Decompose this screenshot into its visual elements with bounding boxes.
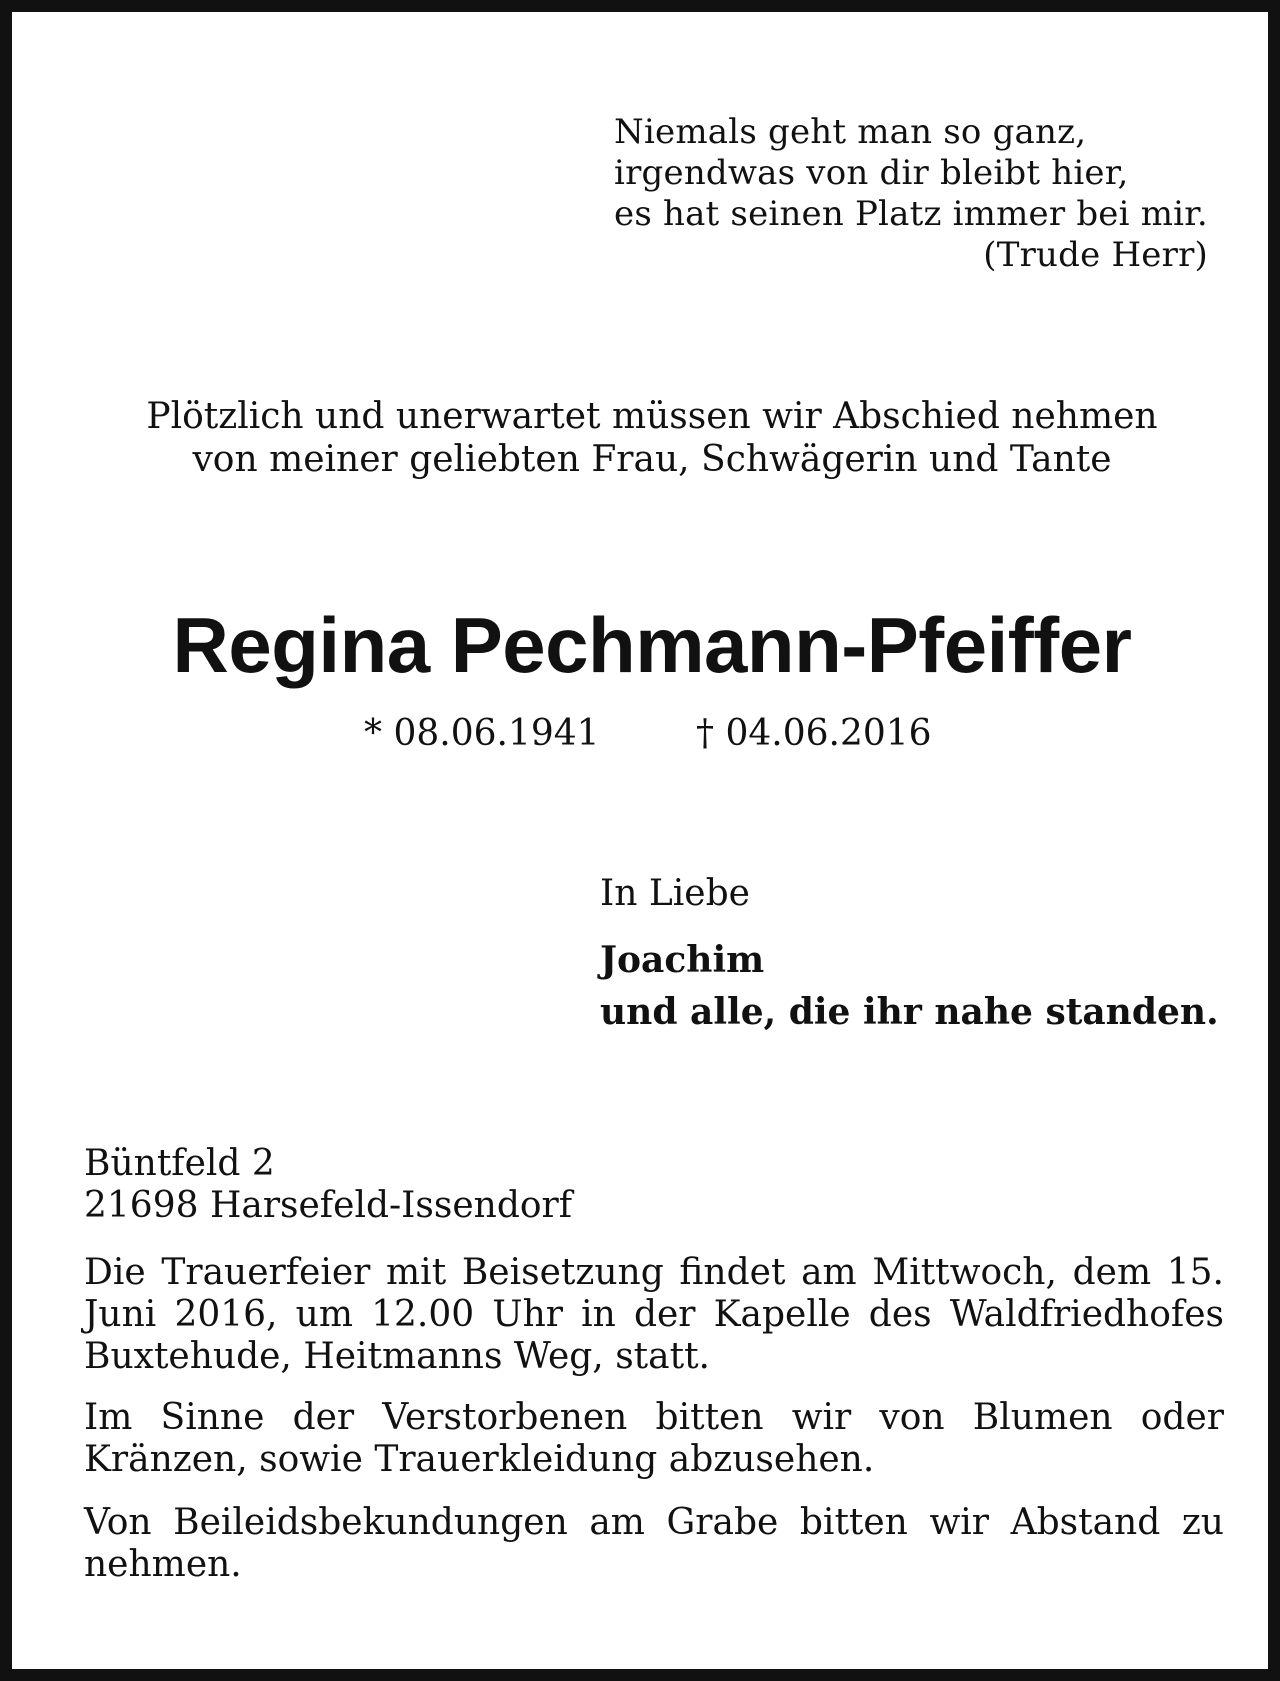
poem-line-3: es hat seinen Platz immer bei mir. bbox=[614, 194, 1208, 234]
address-street: Büntfeld 2 bbox=[84, 1143, 275, 1184]
signer-others: und alle, die ihr nahe standen. bbox=[600, 991, 1219, 1033]
address-city: 21698 Harsefeld-Issendorf bbox=[84, 1185, 573, 1226]
deceased-name: Regina Pechmann-Pfeiffer bbox=[172, 601, 1132, 689]
intro-line-2: von meiner geliebten Frau, Schwägerin und Tante bbox=[192, 439, 1112, 480]
signer-name: Joachim bbox=[600, 939, 765, 981]
death-date: † 04.06.2016 bbox=[696, 713, 932, 754]
poem-quote bbox=[614, 112, 1214, 276]
flowers-paragraph: Im Sinne der Verstorbenen bitten wir von Blumen oder Kränzen, sowie Trauerkleidung abzusehen. bbox=[84, 1397, 1224, 1480]
birth-date: * 08.06.1941 bbox=[364, 713, 600, 754]
ceremony-paragraph: Die Trauerfeier mit Beisetzung findet am Mittwoch, dem 15. Juni 2016, um 12.00 Uhr in der Kapelle des Waldfriedhofes Buxtehude, Heitmanns Weg, statt. bbox=[84, 1252, 1224, 1377]
signature-block bbox=[600, 872, 1240, 1038]
in-love-line: In Liebe bbox=[600, 873, 750, 914]
poem-author: (Trude Herr) bbox=[983, 235, 1208, 275]
poem-line-2: irgendwas von dir bleibt hier, bbox=[614, 153, 1129, 193]
intro-line-1: Plötzlich und unerwartet müssen wir Abschied nehmen bbox=[146, 396, 1158, 437]
poem-line-1: Niemals geht man so ganz, bbox=[614, 112, 1087, 152]
intro-text bbox=[72, 395, 1232, 481]
condolences-paragraph: Von Beileidsbekundungen am Grabe bitten wir Abstand zu nehmen. bbox=[84, 1502, 1224, 1585]
address-block bbox=[84, 1143, 1224, 1227]
